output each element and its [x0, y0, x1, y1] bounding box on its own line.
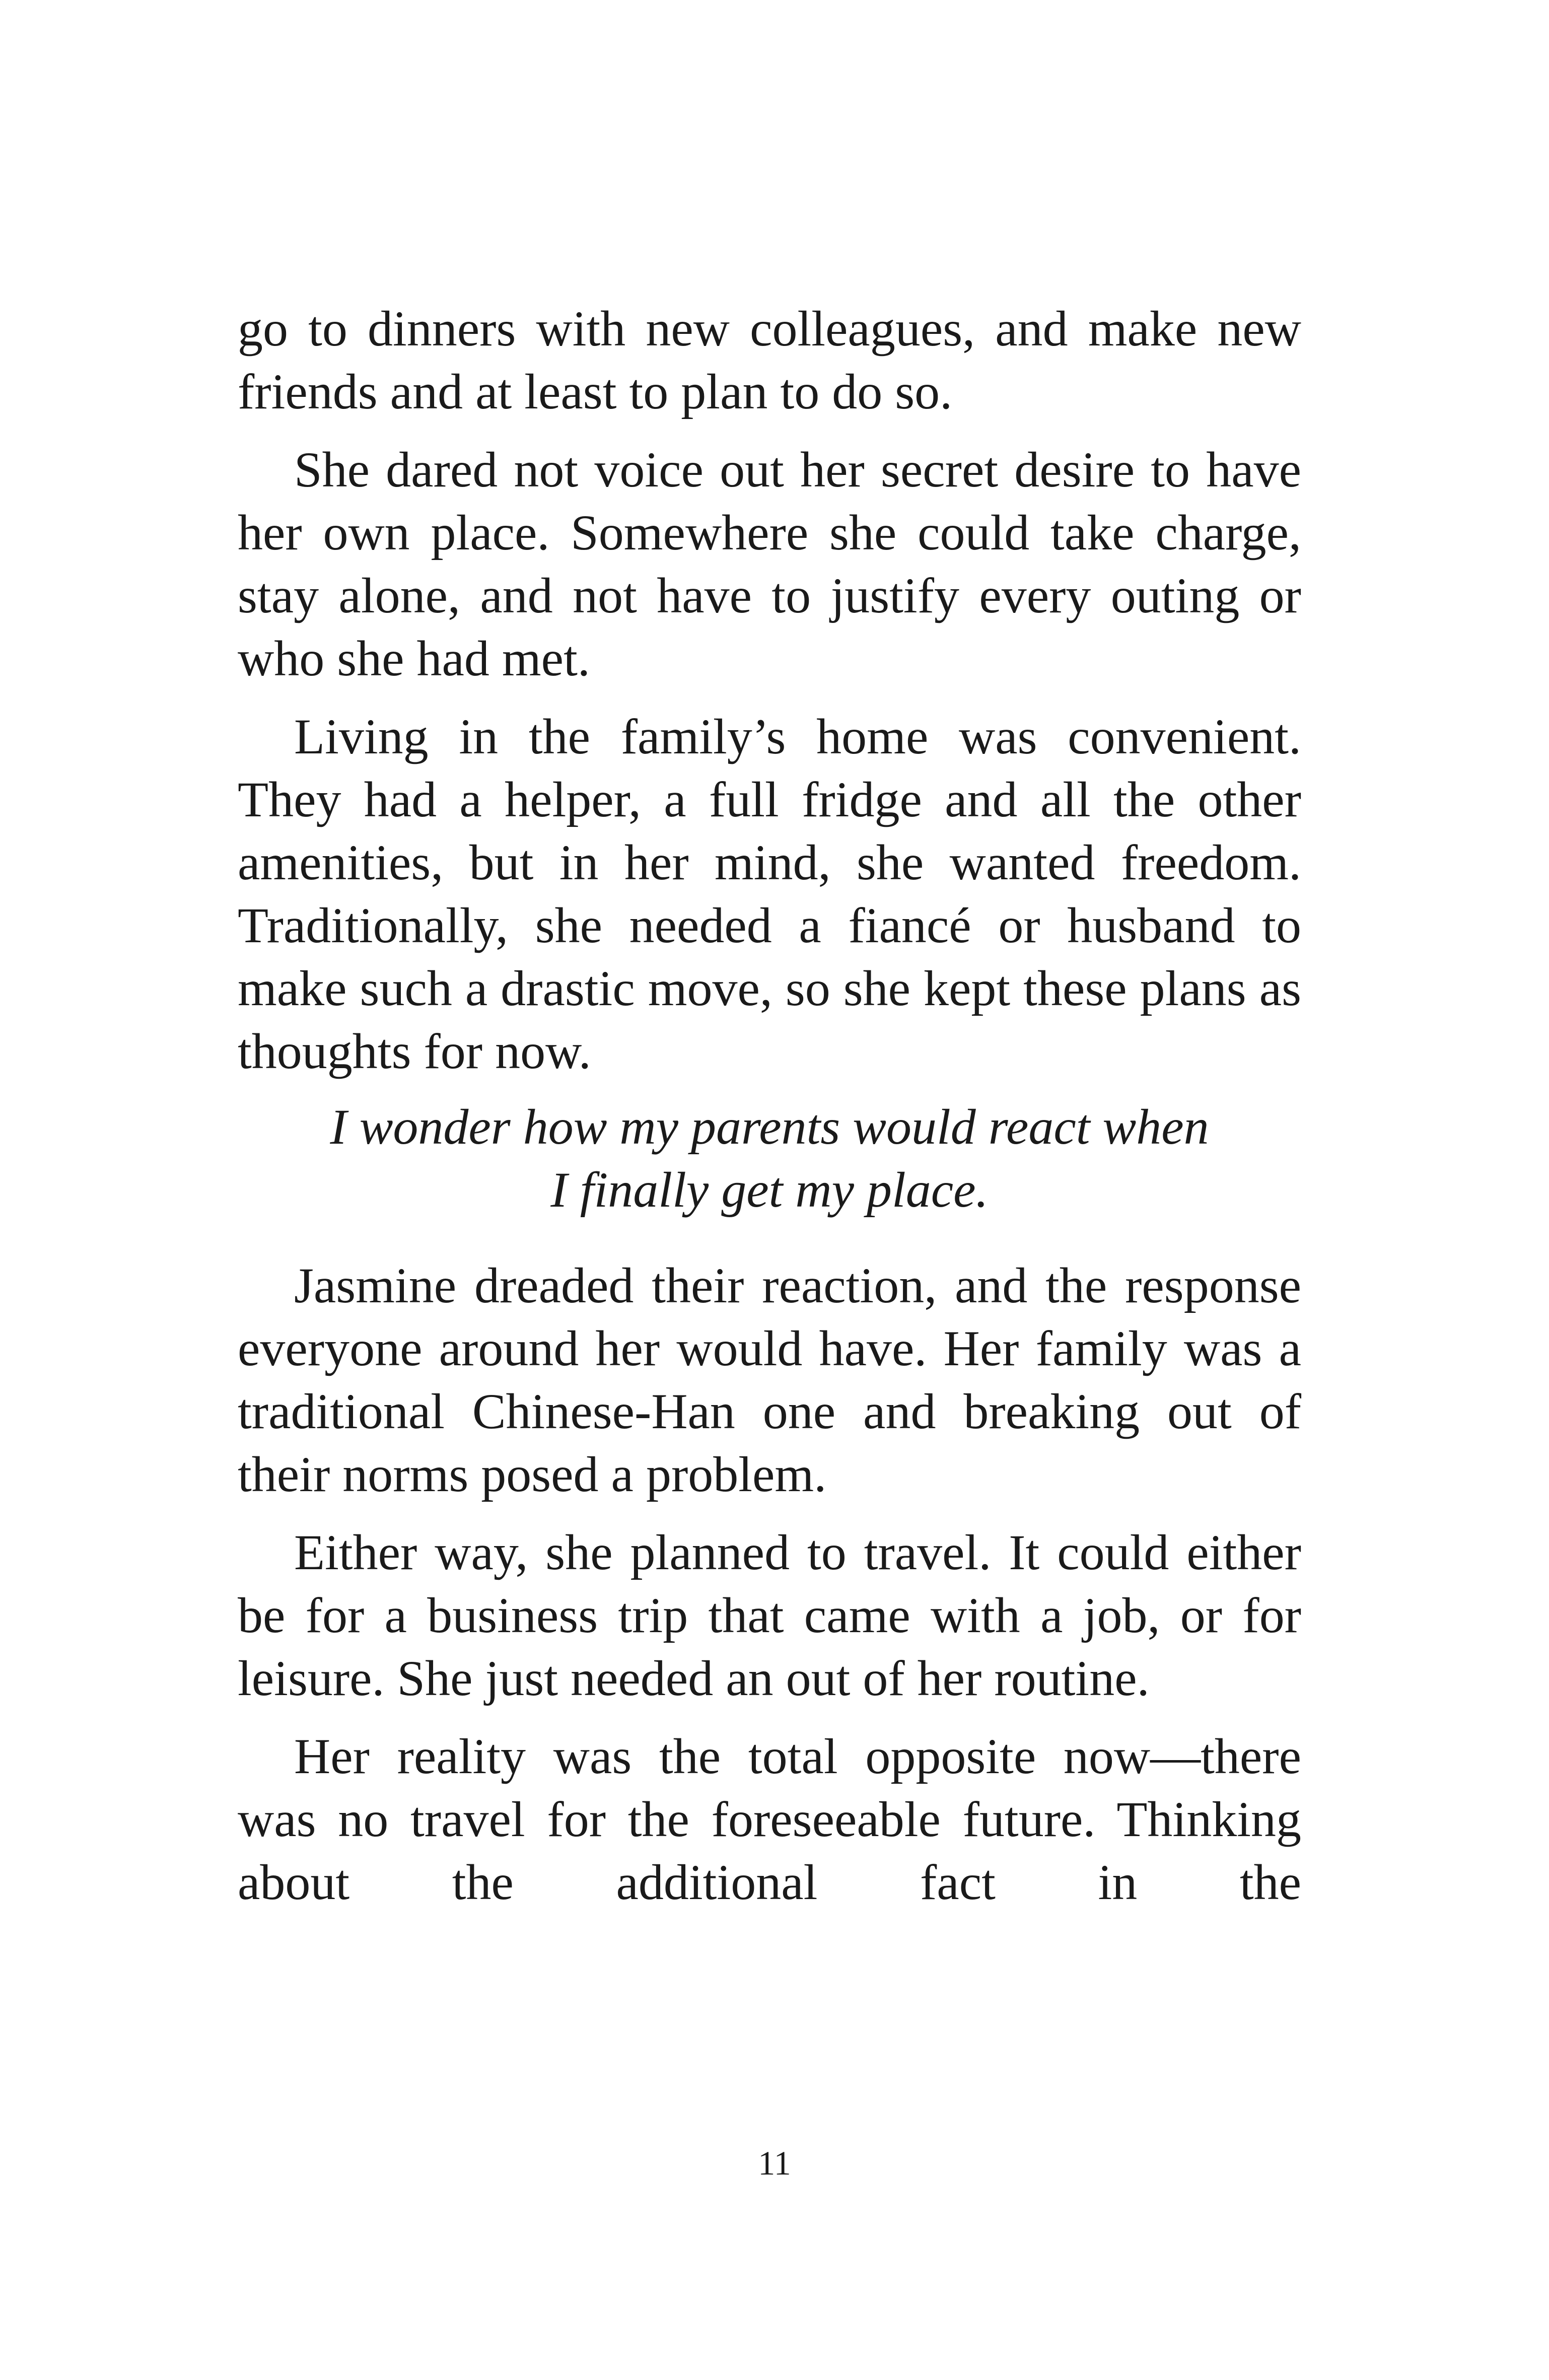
- paragraph-either-way: Either way, she planned to travel. It could either be for a business trip that came with a job, or for leisure. She just needed an out of her routine.: [238, 1524, 1301, 1706]
- paragraph-jasmine-dreaded: Jasmine dreaded their reaction, and the response everyone around her would have. Her family was a traditional Chinese-Han one and breaking out of their norms posed a problem.: [238, 1257, 1301, 1502]
- italic-thought: [238, 1095, 1301, 1221]
- body-text-bottom: [238, 1254, 1301, 1914]
- italic-thought-line-2: I finally get my place.: [550, 1162, 989, 1218]
- paragraph-continuation: go to dinners with new colleagues, and make new friends and at least to plan to do so.: [238, 301, 1301, 419]
- body-text-top: [238, 297, 1301, 1083]
- page-number: 11: [758, 2144, 791, 2182]
- paragraph-her-reality: Her reality was the total opposite now—there was no travel for the foreseeable future. Thinking about the additional fact in the: [238, 1728, 1301, 1910]
- paragraph-family-home: Living in the family’s home was convenient. They had a helper, a full fridge and all the other amenities, but in her mind, she wanted freedom. Traditionally, she needed a fiancé or husband to make such a drastic move, so she kept these plans as thoughts for now.: [238, 709, 1301, 1079]
- paragraph-secret-desire: She dared not voice out her secret desire to have her own place. Somewhere she could take charge, stay alone, and not have to justify every outing or who she had met.: [238, 442, 1301, 686]
- italic-thought-line-1: I wonder how my parents would react when: [330, 1099, 1209, 1155]
